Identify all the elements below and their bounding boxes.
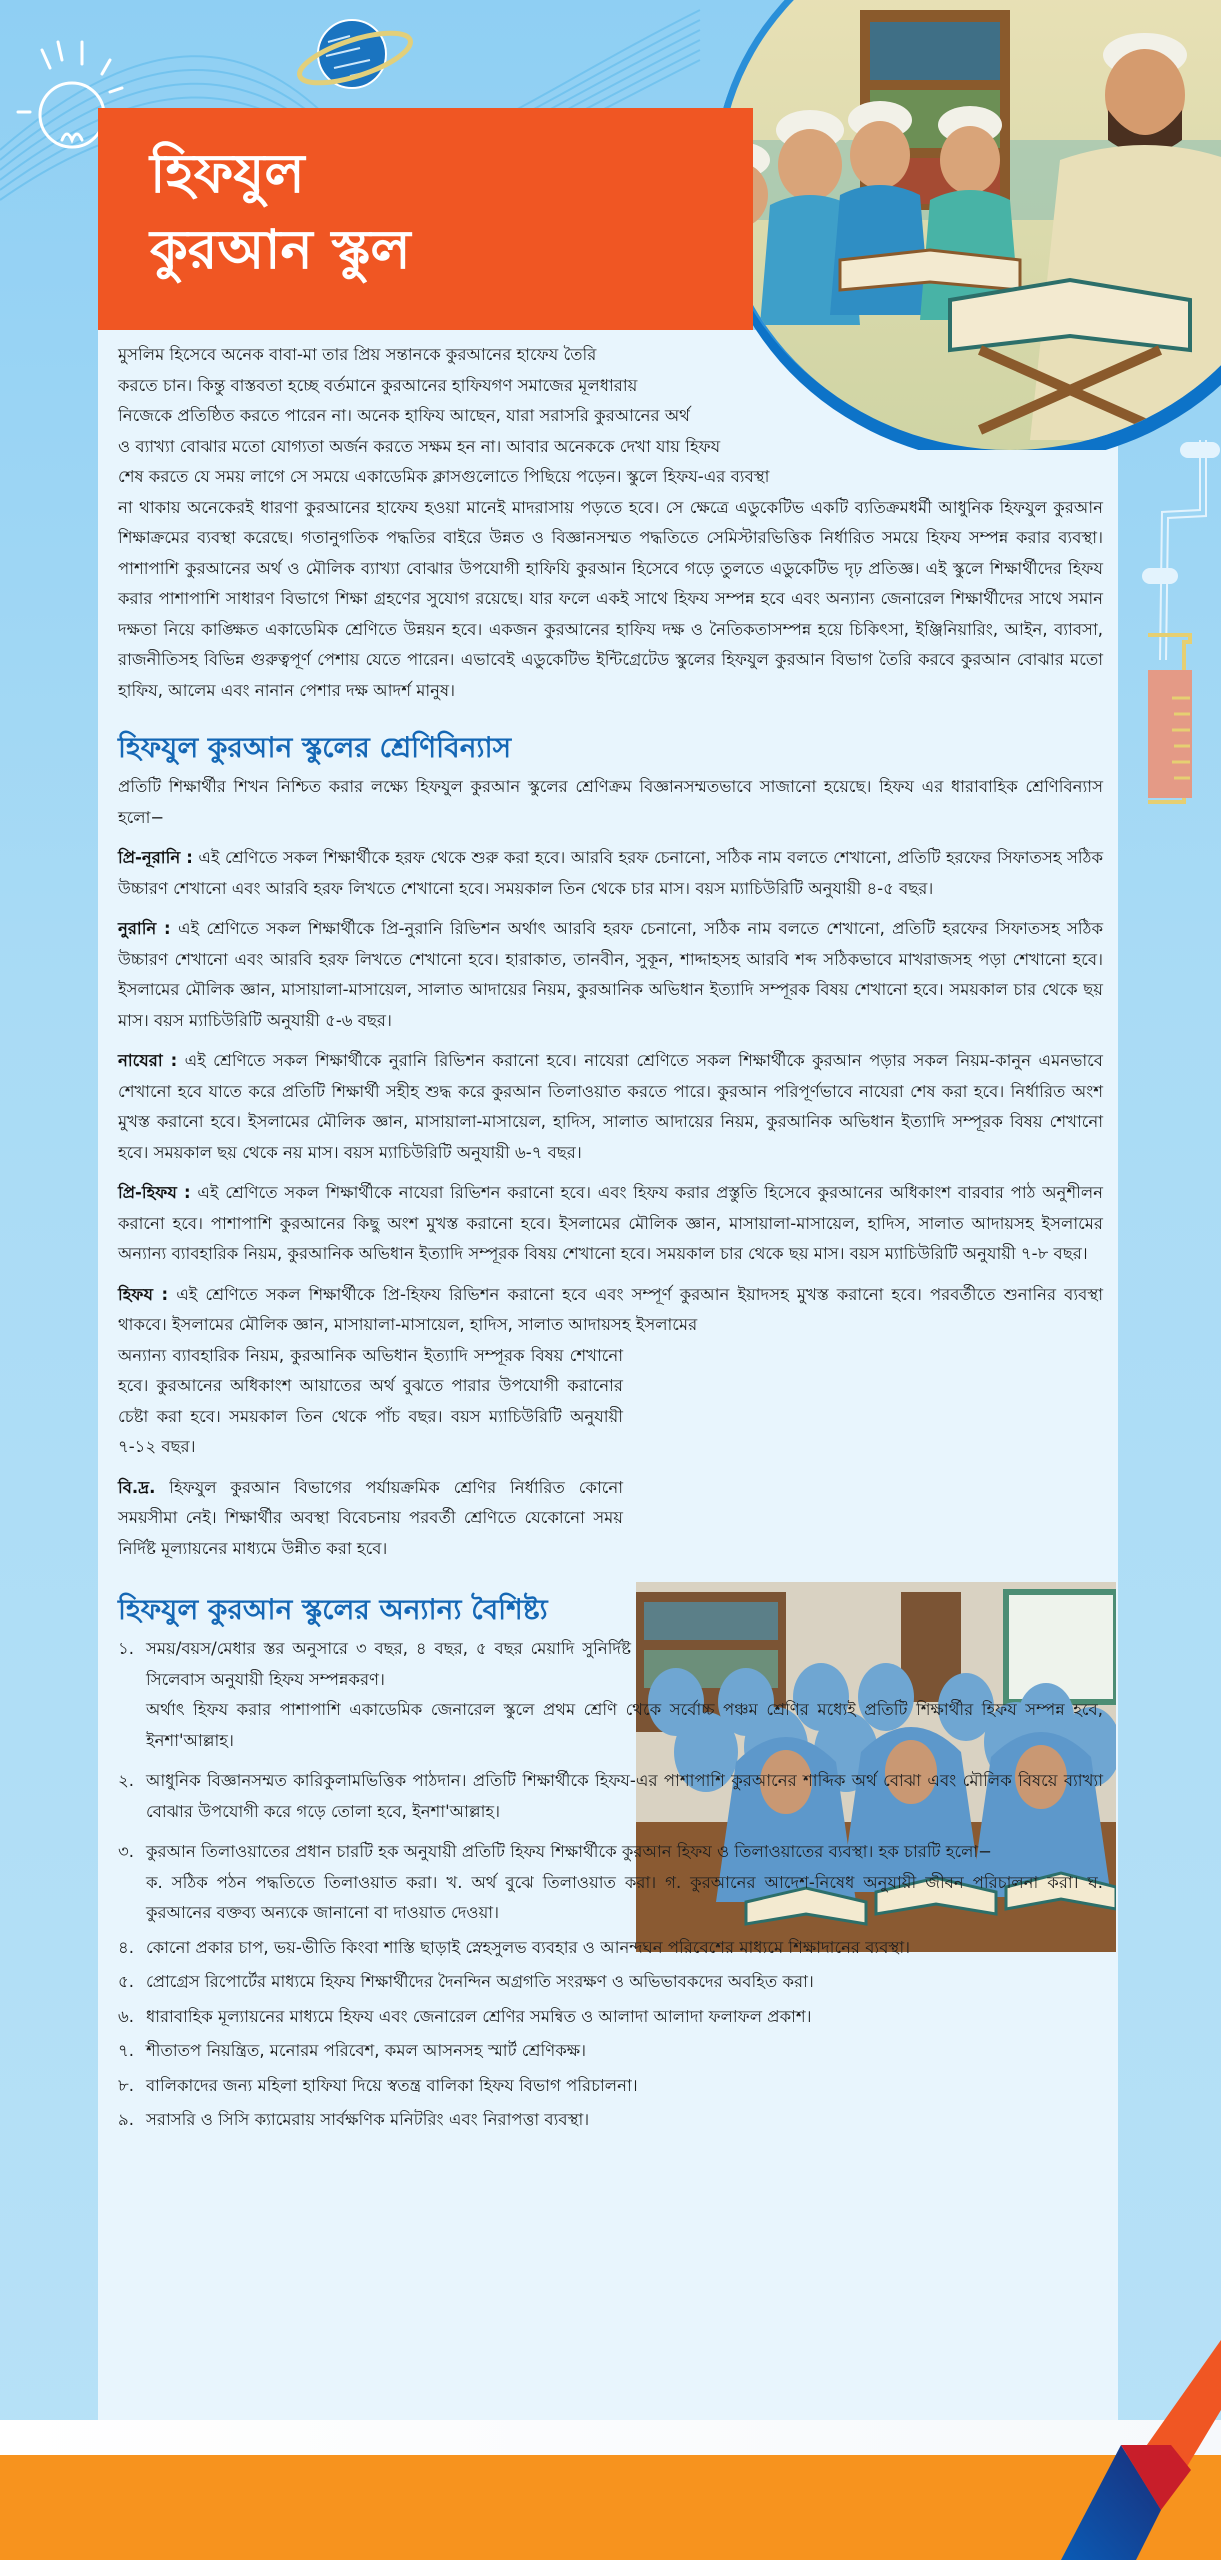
- planet-icon: [290, 14, 420, 94]
- class-item-pre-hifz: [118, 1178, 1103, 1270]
- feature-text: বালিকাদের জন্য মহিলা হাফিযা দিয়ে স্বতন্ত্র বালিকা হিফয বিভাগ পরিচালনা।: [146, 2075, 638, 2095]
- class-item-hifz: [118, 1280, 1103, 1341]
- intro-line: নিজেকে প্রতিষ্ঠিত করতে পারেন না। অনেক হাফিয আছেন, যারা সরাসরি কুরআনের অর্থ: [118, 406, 690, 425]
- feature-item: [118, 1967, 1103, 1998]
- feature-number: ৫.: [118, 1972, 134, 1991]
- feature-text: কোনো প্রকার চাপ, ভয়-ভীতি কিংবা শাস্তি ছাড়াই স্নেহসুলভ ব্যবহার ও আনন্দঘন পরিবেশের মাধ্যমে শিক্ষাদানের ব্যবস্থা।: [146, 1937, 911, 1957]
- feature-item: [118, 2002, 1103, 2033]
- class-text: এই শ্রেণিতে সকল শিক্ষার্থীকে হরফ থেকে শুরু করা হবে। আরবি হরফ চেনানো, সঠিক নাম বলতে শেখানো, প্রতিটি হরফের সিফাতসহ সঠিক উচ্চারণ শেখানো এবং আরবি হরফ লিখতে শেখানো হবে। সময়কাল তিন থেকে চার মাস। বয়স ম্যাচিউরিটি অনুযায়ী ৪-৫ বছর।: [118, 848, 1103, 898]
- page-title-line-2: কুরআন স্কুল: [150, 218, 411, 281]
- feature-text: সময়/বয়স/মেধার স্তর অনুসারে ৩ বছর, ৪ বছর, ৫ বছর মেয়াদি সুনির্দিষ্ট সিলেবাস অনুযায়ী হিফয সম্পন্নকরণ।: [146, 1639, 631, 1689]
- feature-item: [118, 1837, 1103, 1868]
- feature-text-continued: অর্থাৎ হিফয করার পাশাপাশি একাডেমিক জেনারেল স্কুলে প্রথম শ্রেণি থেকে সর্বোচ্চ পঞ্চম শ্রেণির মধ্যেই প্রতিটি শিক্ষার্থীর হিফয সম্পন্ন হবে, ইনশা'আল্লাহ।: [146, 1700, 1103, 1750]
- intro-line: মুসলিম হিসেবে অনেক বাবা-মা তার প্রিয় সন্তানকে কুরআনের হাফেয তৈরি: [118, 345, 597, 364]
- feature-item: [118, 1634, 1103, 1695]
- feature-item: [118, 1766, 1103, 1827]
- page-title-line-1: হিফযুল: [150, 142, 305, 205]
- features-heading: হিফযুল কুরআন স্কুলের অন্যান্য বৈশিষ্ট্য: [118, 1593, 548, 1626]
- feature-number: ১.: [118, 1639, 134, 1658]
- feature-text: ধারাবাহিক মূল্যায়নের মাধ্যমে হিফয এবং জেনারেল শ্রেণির সমন্বিত ও আলাদা আলাদা ফলাফল প্রকাশ।: [146, 2006, 812, 2026]
- class-label: হিফয :: [118, 1284, 169, 1304]
- intro-line: করতে চান। কিন্তু বাস্তবতা হচ্ছে বর্তমানে কুরআনের হাফিযগণ সমাজের মূলধারায়: [118, 375, 638, 395]
- feature-number: ৯.: [118, 2110, 134, 2129]
- class-text: এই শ্রেণিতে সকল শিক্ষার্থীকে নুরানি রিভিশন করানো হবে। নাযেরা শ্রেণিতে সকল শিক্ষার্থীকে কুরআন পড়ার সকল নিয়ম-কানুন এমনভাবে শেখানো হবে যাতে করে প্রতিটি শিক্ষার্থী সহীহ শুদ্ধ করে কুরআন তিলাওয়াত করতে পারে। কুরআন পরিপূর্ণভাবে নাযেরা শেষ করা হবে। নির্ধারিত অংশ মুখস্ত করানো হবে। ইসলামের মৌলিক জ্ঞান, মাসায়ালা-মাসায়েল, হাদিস, সালাত আদায়ের নিয়ম, কুরআনিক অভিধান ইত্যাদি সম্পূরক বিষয় শেখানো হবে। সময়কাল ছয় থেকে নয় মাস। বয়স ম্যাচিউরিটি অনুযায়ী ৬-৭ বছর।: [118, 1051, 1103, 1162]
- title-banner: [98, 108, 753, 330]
- feature-item: [118, 2036, 1103, 2067]
- class-item-hifz-continued: অন্যান্য ব্যাবহারিক নিয়ম, কুরআনিক অভিধান ইত্যাদি সম্পূরক বিষয় শেখানো হবে। কুরআনের অধিকাংশ আয়াতের অর্থ বুঝতে পারার উপযোগী করানোর চেষ্টা করা হবে। সময়কাল তিন থেকে পাঁচ বছর। বয়স ম্যাচিউরিটি অনুযায়ী ৭-১২ বছর।: [118, 1345, 623, 1456]
- feature-number: ৪.: [118, 1937, 134, 1957]
- feature-text: শীতাতপ নিয়ন্ত্রিত, মনোরম পরিবেশ, কমল আসনসহ স্মার্ট শ্রেণিকক্ষ।: [146, 2041, 587, 2060]
- class-label: প্রি-হিফয :: [118, 1183, 191, 1202]
- main-content: [118, 340, 1103, 2136]
- class-item-nurani: [118, 914, 1103, 1036]
- note-label: বি.দ্র.: [118, 1477, 156, 1497]
- class-item-pre-nurani: [118, 843, 1103, 904]
- class-label: নুরানি :: [118, 919, 171, 938]
- feature-number: ৩.: [118, 1842, 134, 1861]
- feature-item: [118, 2105, 1103, 2136]
- class-label: প্রি-নূরানি :: [118, 848, 193, 867]
- intro-line: ও ব্যাখ্যা বোঝার মতো যোগ্যতা অর্জন করতে সক্ষম হন না। আবার অনেককে দেখা যায় হিফয: [118, 436, 721, 456]
- class-label: নাযেরা :: [118, 1051, 178, 1070]
- feature-text: আধুনিক বিজ্ঞানসম্মত কারিকুলামভিত্তিক পাঠদান। প্রতিটি শিক্ষার্থীকে হিফয-এর পাশাপাশি কুরআনের শাব্দিক অর্থ বোঝা এবং মৌলিক বিষয়ে ব্যাখ্যা বোঝার উপযোগী করে গড়ে তোলা হবে, ইনশা'আল্লাহ।: [146, 1771, 1103, 1821]
- intro-line: শেষ করতে যে সময় লাগে সে সময়ে একাডেমিক ক্লাসগুলোতে পিছিয়ে পড়েন। স্কুলে হিফয-এর ব্যবস্থা: [118, 467, 770, 486]
- feature-number: ৭.: [118, 2041, 134, 2060]
- feature-text: সরাসরি ও সিসি ক্যামেরায় সার্বক্ষণিক মনিটরিং এবং নিরাপত্তা ব্যবস্থা।: [146, 2110, 590, 2129]
- class-text: এই শ্রেণিতে সকল শিক্ষার্থীকে প্রি-হিফয রিভিশন করানো হবে এবং সম্পূর্ণ কুরআন ইয়াদসহ মুখস্ত করানো হবে। পরবর্তীতে শুনানির ব্যবস্থা থাকবে। ইসলামের মৌলিক জ্ঞান, মাসায়ালা-মাসায়েল, হাদিস, সালাত আদায়সহ ইসলামের: [118, 1284, 1104, 1334]
- intro-paragraph: না থাকায় অনেকেরই ধারণা কুরআনের হাফেয হওয়া মানেই মাদরাসায় পড়তে হবে। সে ক্ষেত্রে এডুকেটিভ একটি ব্যতিক্রমধর্মী আধুনিক হিফযুল কুরআন শিক্ষাক্রমের ব্যবস্থা করেছে। গতানুগতিক পদ্ধতির বাইরে উন্নত ও বিজ্ঞানসম্মত পদ্ধতিতে সেমিস্টারভিত্তিক নির্ধারিত সময়ে হিফয সম্পন্ন করার ব্যবস্থা। পাশাপাশি কুরআনের অর্থ ও মৌলিক ব্যাখ্যা বোঝার উপযোগী হাফিযি কুরআন হিসেবে গড়ে তুলতে এডুকেটিভ দৃঢ় প্রতিজ্ঞ। এই স্কুলে শিক্ষার্থীদের হিফয করার পাশাপাশি সাধারণ বিভাগে শিক্ষা গ্রহণের সুযোগ রয়েছে। যার ফলে একই সাথে হিফয সম্পন্ন হবে এবং অন্যান্য জেনারেল শিক্ষার্থীদের সাথে সমান দক্ষতা নিয়ে কাঙ্ক্ষিত একাডেমিক শ্রেণিতে উন্নয়ন হবে। একজন কুরআনের হাফিয দক্ষ ও নৈতিকতাসম্পন্ন হয়ে চিকিৎসা, ইঞ্জিনিয়ারিং, আইন, ব্যাবসা, রাজনীতিসহ বিভিন্ন গুরুত্বপূর্ণ পেশায় যেতে পারেন। এভাবেই এডুকেটিভ ইন্টিগ্রেটেড স্কুলের হিফযুল কুরআন বিভাগ তৈরি করবে কুরআন বোঝার মতো হাফিয, আলেম এবং নানান পেশার দক্ষ আদর্শ মানুষ।: [118, 497, 1103, 700]
- feature-number: ২.: [118, 1771, 134, 1790]
- feature-text: কুরআন তিলাওয়াতের প্রধান চারটি হক অনুযায়ী প্রতিটি হিফয শিক্ষার্থীকে কুরআন হিফয ও তিলাওয়াতের ব্যবস্থা। হক চারটি হলো−: [146, 1842, 992, 1861]
- note-text: হিফযুল কুরআন বিভাগের পর্যায়ক্রমিক শ্রেণির নির্ধারিত কোনো সময়সীমা নেই। শিক্ষার্থীর অবস্থা বিবেচনায় পরবর্তী শ্রেণিতে যেকোনো সময় নির্দিষ্ট মূল্যায়নের মাধ্যমে উন্নীত করা হবে।: [118, 1477, 623, 1558]
- intro-section: [118, 340, 1103, 706]
- class-text: এই শ্রেণিতে সকল শিক্ষার্থীকে নাযেরা রিভিশন করানো হবে। এবং হিফয করার প্রস্তুতি হিসেবে কুরআনের অধিকাংশ বারবার পাঠ অনুশীলন করানো হবে। পাশাপাশি কুরআনের কিছু অংশ মুখস্ত করানো হবে। ইসলামের মৌলিক জ্ঞান, মাসায়ালা-মাসায়েল, হাদিস, সালাত আদায়সহ ইসলামের অন্যান্য ব্যাবহারিক নিয়ম, কুরআনিক অভিধান ইত্যাদি সম্পূরক বিষয় শেখানো হবে। সময়কাল চার থেকে ছয় মাস। বয়স ম্যাচিউরিটি অনুযায়ী ৭-৮ বছর।: [118, 1183, 1103, 1263]
- ribbon-decoration: [921, 2320, 1221, 2560]
- feature-item: [118, 2071, 1103, 2102]
- classes-heading: হিফযুল কুরআন স্কুলের শ্রেণিবিন্যাস: [118, 731, 512, 764]
- class-item-nazera: [118, 1046, 1103, 1168]
- note: [118, 1473, 623, 1565]
- feature-number: ৬.: [118, 2006, 134, 2026]
- class-text: এই শ্রেণিতে সকল শিক্ষার্থীকে প্রি-নুরানি রিভিশন অর্থাৎ আরবি হরফ চেনানো, সঠিক নাম বলতে শেখানো, প্রতিটি হরফের সিফাতসহ সঠিক উচ্চারণ শেখানো এবং আরবি হরফ লিখতে শেখানো হবে। হারাকাত, তানবীন, সুকূন, শাদ্দাহসহ আরবি শব্দ সঠিকভাবে মাখরাজসহ পড়া শেখানো হবে। ইসলামের মৌলিক জ্ঞান, মাসায়ালা-মাসায়েল, সালাত আদায়ের নিয়ম, কুরআনিক অভিধান ইত্যাদি সম্পূরক বিষয় শেখানো হবে। সময়কাল চার থেকে ছয় মাস। বয়স ম্যাচিউরিটি অনুযায়ী ৫-৬ বছর।: [118, 919, 1103, 1030]
- feature-item: [118, 1933, 1103, 1964]
- feature-text: প্রোগ্রেস রিপোর্টের মাধ্যমে হিফয শিক্ষার্থীদের দৈনন্দিন অগ্রগতি সংরক্ষণ ও অভিভাবকদের অবহিত করা।: [146, 1972, 814, 1991]
- feature-number: ৮.: [118, 2075, 134, 2095]
- feature-sub-list: ক. সঠিক পঠন পদ্ধতিতে তিলাওয়াত করা। খ. অর্থ বুঝে তিলাওয়াত করা। গ. কুরআনের আদেশ-নিষেধ অনুযায়ী জীবন পরিচালনা করা। ঘ. কুরআনের বক্তব্য অন্যকে জানানো বা দাওয়াত দেওয়া।: [146, 1872, 1103, 1922]
- classes-intro: প্রতিটি শিক্ষার্থীর শিখন নিশ্চিত করার লক্ষ্যে হিফযুল কুরআন স্কুলের শ্রেণিক্রম বিজ্ঞানসম্মতভাবে সাজানো হয়েছে। হিফয এর ধারাবাহিক শ্রেণিবিন্যাস হলো−: [118, 777, 1103, 827]
- beaker-icon: [1110, 430, 1221, 810]
